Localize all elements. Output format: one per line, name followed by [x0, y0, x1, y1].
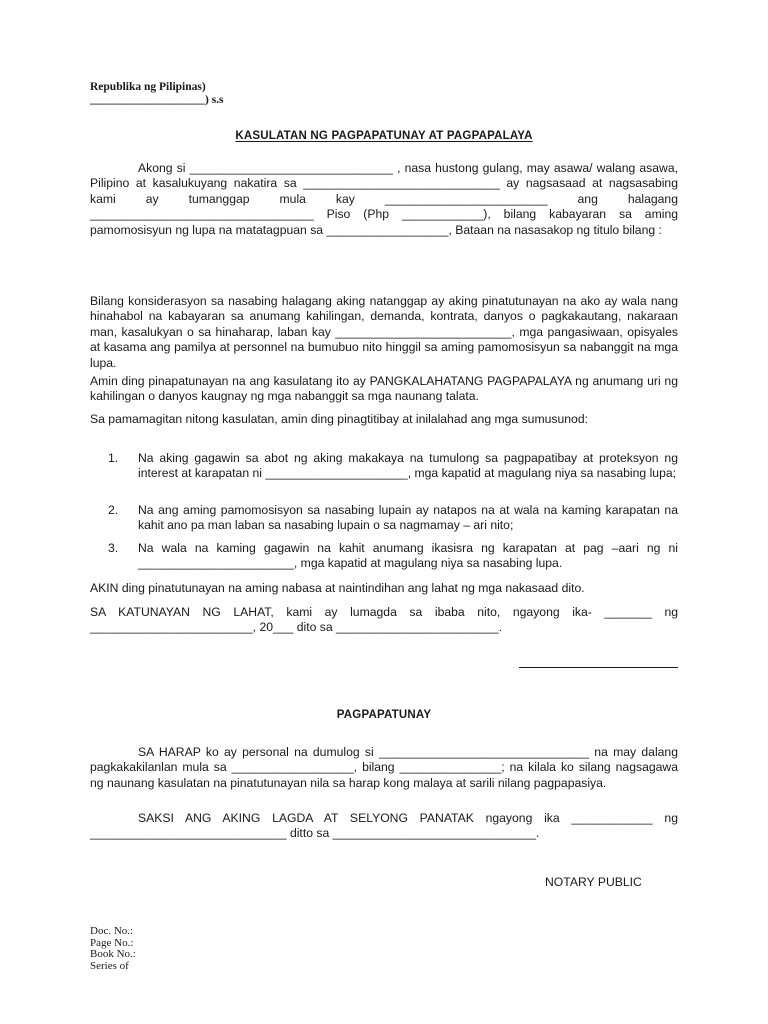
- paragraph-nabasa: AKIN ding pinatutunayan na aming nabasa at naintindihan ang lahat ng mga nakasaad dito.: [90, 581, 585, 595]
- notarial-register: [90, 926, 136, 972]
- paragraph-saksi: SAKSI ANG AKING LAGDA AT SELYONG PANATAK ngayong ika ____________ ng _____________________________ ditto sa ______________________________.: [90, 811, 678, 841]
- paragraph-pangkalahatang-pagpapalaya: Amin ding pinapatunayan na ang kasulatang ito ay PANGKALAHATANG PAGPAPALAYA ng anumang uri ng kahilingan o danyos kaugnay ng mga nabanggit sa mga naunang talata.: [90, 374, 678, 404]
- header-ss: ____________________) s.s: [90, 94, 224, 106]
- list-text: Na ang aming pamomosisyon sa nasabing lupain ay natapos na at wala na kaming karapatan na kahit ano pa man laban sa nasabing lupain o sa nagmamay – ari nito;: [138, 503, 678, 533]
- list-text: Na aking gagawin sa abot ng aking makakaya na tumulong sa pagpapatibay at proteksyon ng interest at karapatan ni _____________________, mga kapatid at magulang niya sa nasabing lupa;: [138, 451, 678, 481]
- header-republika: Republika ng Pilipinas): [90, 81, 206, 93]
- list-number: 2.: [108, 503, 119, 517]
- list-item-2: [108, 503, 678, 534]
- list-number: 3.: [108, 541, 119, 555]
- list-item-3: [108, 541, 678, 572]
- paragraph-sa-katunayan: SA KATUNAYAN NG LAHAT, kami ay lumagda sa ibaba nito, ngayong ika- _______ ng ________________________, 20___ dito sa ________________________.: [90, 605, 678, 635]
- list-item-1: [108, 451, 678, 482]
- paragraph-akong-si: Akong si ______________________________ , nasa hustong gulang, may asawa/ walang asawa, Pilipino at kasalukuyang nakatira sa _____________________________ ay nagsasaad at nagsasabing kami ay tumanggap mula kay ________________________ ang halagang _________________________________ Piso (Php ____________), bilang kabayaran sa aming pamomosisyun ng lupa na matatagpuan sa __________________, Bataan na nasasakop ng titulo bilang :: [90, 161, 678, 237]
- list-number: 1.: [108, 451, 119, 465]
- notary-public-label: NOTARY PUBLIC: [545, 875, 642, 889]
- acknowledgment-title: PAGPAPATUNAY: [336, 709, 432, 721]
- paragraph-pinagtitibay: Sa pamamagitan nitong kasulatan, amin ding pinagtitibay at inilalahad ang mga sumusunod:: [90, 412, 588, 426]
- book-no-label: Book No.:: [90, 948, 136, 960]
- paragraph-sa-harap: SA HARAP ko ay personal na dumulog si _______________________________ na may dalang pagkakakilanlan mula sa __________________, bilang _______________; na kilala ko silang nagsagawa ng naunang kasulatan na pinatutunayan nila sa harap kong malaya at sarili nilang pagpapasiya.: [90, 745, 678, 790]
- document-title-text: KASULATAN NG PAGPAPATUNAY AT PAGPAPALAYA: [235, 130, 533, 142]
- page-no-label: Page No.:: [90, 936, 134, 949]
- series-label: Series of: [90, 959, 129, 972]
- list-text: Na wala na kaming gagawin na kahit anumang ikasisra ng karapatan at pag –aari ng ni _______________________, mga kapatid at magulang niya sa nasabing lupa.: [138, 541, 678, 571]
- paragraph-konsiderasyon: Bilang konsiderasyon sa nasabing halagang aking natanggap ay aking pinatutunayan na ako ay wala nang hinahabol na kabayaran sa anumang kahilingan, demanda, kontrata, danyos o pagkakautang, nakaraan man, kasalukyan o sa hinaharap, laban kay __________________________, mga pangasiwaan, opisyales at kasama ang pamilya at personnel na bumubuo nito hinggil sa aming pamomosisyun sa nabanggit na mga lupa.: [90, 294, 678, 370]
- document-title: [0, 130, 768, 142]
- doc-no-label: Doc. No.:: [90, 925, 134, 937]
- signature-line: [519, 667, 678, 668]
